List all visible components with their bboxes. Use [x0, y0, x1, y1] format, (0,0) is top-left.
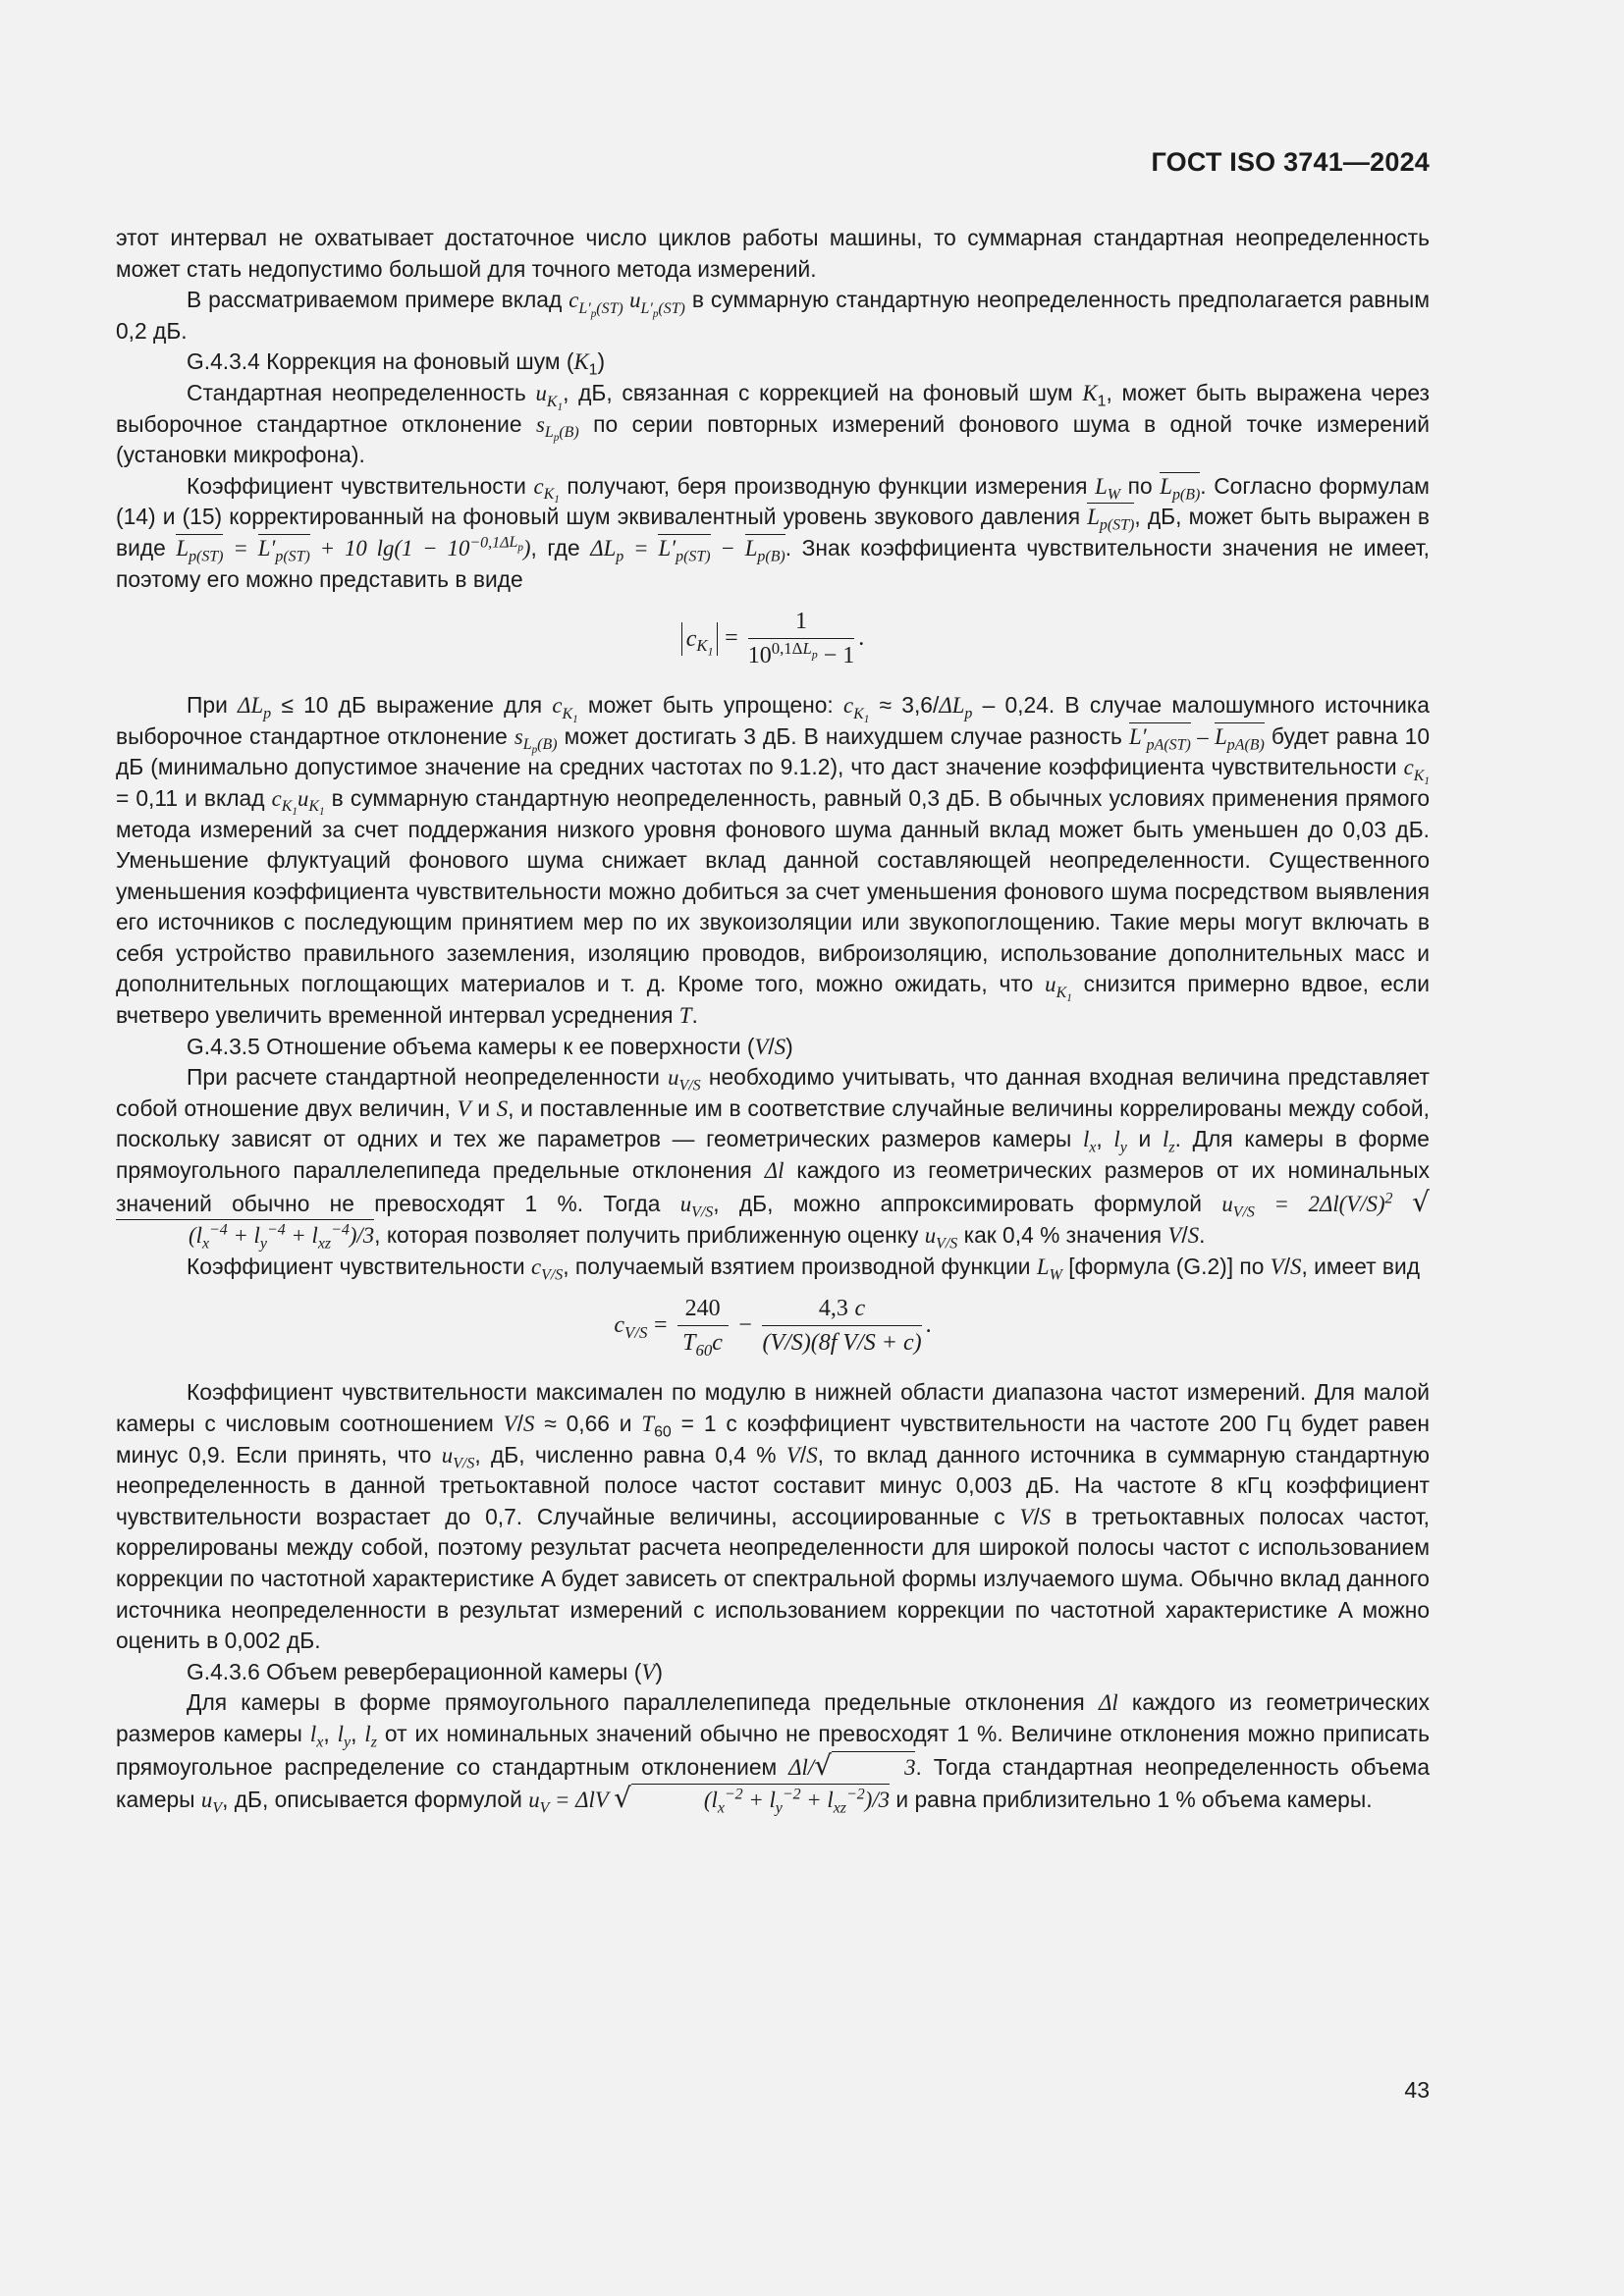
section-heading-g434: G.4.3.4 Коррекция на фоновый шум $(K_1)$	[187, 348, 606, 379]
paragraph-5: При $\Delta L_p \le 10$ дБ выражение для $c_{K_1}$ может быть упрощено: $c_{K_1} \approx 3,6/\Delta L_p - 0,24$. В случае малошумного источника выборочное стандартное отклонение $s_{L_p(B)}$ может достигать 3 дБ. В наихудшем случае разность $L'_{pA(ST)} - L_{pA(B)}$ будет равна 10 дБ (минимально допустимое значение на средних частотах по 9.1.2), что даст значение коэффициента чувствительности $c_{K_1} = 0,11$ и вклад $c_{K_1}u_{K_1}$ в суммарную стандартную неопределенность, равный 0,3 дБ. В обычных условиях применения прямого метода измерений за счет поддержания низкого уровня фонового шума данный вклад может быть уменьшен до 0,03 дБ. Уменьшение флуктуаций фонового шума снижает вклад данной составляющей неопределенности. Существенного уменьшения коэффициента чувствительности можно добиться за счет уменьшения фонового шума посредством выявления его источников с последующим принятием мер по их звукоизоляции или звукопоглощению. Такие меры могут включать в себя устройство правильного заземления, изоляцию проводов, виброизоляцию, использование дополнительных масс и дополнительных поглощающих материалов и т. д. Кроме того, можно ожидать, что $u_{K_1}$ снизится примерно вдвое, если вчетверо увеличить временной интервал усреднения T.	[116, 692, 1431, 1029]
paragraph-2: В рассматриваемом примере вклад $c_{L'_p(ST)}$ $u_{L'_p(ST)}$ в суммарную стандартную неопределенность предполагается равным 0,2 дБ.	[116, 287, 1430, 344]
paragraph-3: Стандартная неопределенность $u_{K_1}$, дБ, связанная с коррекцией на фоновый шум $K_1$, может быть выражена через выборочное стандартное отклонение $s_{L_p(B)}$ по серии повторных измерений фонового шума в одной точке измерений (установки микрофона).	[116, 379, 1430, 468]
page-body	[116, 223, 1430, 1816]
section-heading-g436: G.4.3.6 Объем реверберационной камеры (V)	[187, 1658, 663, 1684]
paragraph-6: При расчете стандартной неопределенности $u_{V/S}$ необходимо учитывать, что данная входная величина представляет собой отношение двух величин, V и S, и поставленные им в соответствие случайные величины коррелированы между собой, поскольку зависят от одних и тех же параметров — геометрических размеров камеры $l_x$, $l_y$ и $l_z$. Для камеры в форме прямоугольного параллелепипеда предельные отклонения Δl каждого из геометрических размеров от их номинальных значений обычно не превосходят 1 %. Тогда $u_{V/S}$, дБ, можно аппроксимировать формулой $u_{V/S} = 2\Delta l(V/S)^2$ $√(l_x^{-4} + l_y^{-4} + l_{xz}^{-4})/3$, которая позволяет получить приближенную оценку $u_{V/S}$ как 0,4 % значения V/S.	[116, 1064, 1430, 1253]
paragraph-7: Коэффициент чувствительности $c_{V/S}$, получаемый взятием производной функции $L_W$ [формула (G.2)] по V/S, имеет вид	[187, 1253, 1421, 1284]
section-heading-g435: G.4.3.5 Отношение объема камеры к ее поверхности (V/S)	[187, 1033, 793, 1059]
paragraph-9: Для камеры в форме прямоугольного параллелепипеда предельные отклонения Δl каждого из геометрических размеров камеры $l_x$, $l_y$, $l_z$ от их номинальных значений обычно не превосходят 1 %. Величине отклонения можно приписать прямоугольное распределение со стандартным отклонением Δl/√ 3. Тогда стандартная неопределенность объема камеры $u_V$, дБ, описывается формулой $u_V = \Delta lV$ √ $(l_x^{-2} + l_y^{-2} + l_{xz}^{-2})/3$ и равна приблизительно 1 % объема камеры.	[116, 1689, 1430, 1817]
paragraph-8: Коэффициент чувствительности максимален по модулю в нижней области диапазона частот измерений. Для малой камеры с числовым соотношением V/S ≈ 0,66 и $T_{60} = 1$ с коэффициент чувствительности на частоте 200 Гц будет равен минус 0,9. Если принять, что $u_{V/S}$, дБ, численно равна 0,4 % V/S, то вклад данного источника в суммарную стандартную неопределенность в данной третьоктавной полосе частот составит минус 0,003 дБ. На частоте 8 кГц коэффициент чувствительности возрастает до 0,7. Случайные величины, ассоциированные с V/S в третьоктавных полосах частот, коррелированы между собой, поэтому результат расчета неопределенности для широкой полосы частот с использованием коррекции по частотной характеристике A будет зависеть от спектральной формы излучаемого шума. Обычно вклад данного источника неопределенности в результат измерений с использованием коррекции по частотной характеристике A можно оценить в 0,002 дБ.	[116, 1379, 1431, 1654]
page-number: 43	[1404, 2077, 1430, 2103]
page-header: ГОСТ ISO 3741—2024	[1151, 147, 1430, 177]
formula-cvs: $c_{V/S}$ = $\frac{240}{T_{60}c}$ − $\frac{4,3 c}{\text{(V/S)(8f V/S + c)}}$ .	[116, 1292, 1430, 1360]
formula-ck1: $c_{K_1}$ = $\frac{1}{10^{0,1\Delta L_p} - 1}$ .	[116, 605, 1430, 672]
paragraph-4: Коэффициент чувствительности $c_{K_1}$ получают, беря производную функции измерения $L_W$ по $L_{p(B)}$. Согласно формулам (14) и (15) корректированный на фоновый шум эквивалентный уровень звукового давления $L_{p(ST)}$, дБ, может быть выражен в виде $L_{p(ST)} = L'_{p(ST)} + 10$ $\lg(1 - 10^{-0,1\Delta L_p})$, где $\Delta L_p = L'_{p(ST)} - L_{p(B)}$. Знак коэффициента чувствительности значения не имеет, поэтому его можно представить в виде	[116, 472, 1430, 592]
paragraph-1: этот интервал не охватывает достаточное число циклов работы машины, то суммарная стандартная неопределенность может стать недопустимо большой для точного метода измерений.	[116, 225, 1430, 282]
